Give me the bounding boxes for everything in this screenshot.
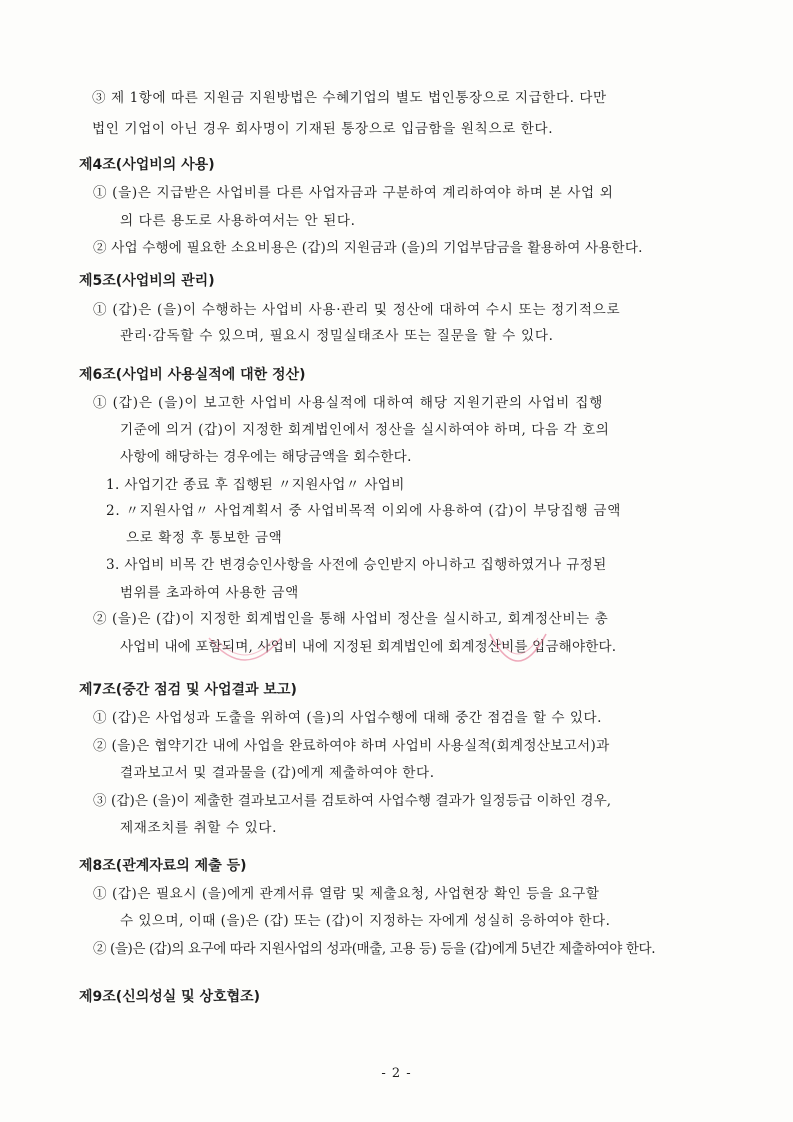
- article-6-item-3-line-2: 범위를 초과하여 사용한 금액: [120, 585, 299, 601]
- article-5-para-1-line-1: ① (갑)은 (을)이 수행하는 사업비 사용·관리 및 정산에 대하여 수시 또는 정기적으로: [93, 302, 621, 318]
- article-6-item-2-line-1: 2. 〃지원사업〃 사업계획서 중 사업비목적 이외에 사용하여 (갑)이 부당집행 금액: [106, 503, 622, 519]
- article-7-title: 제7조(중간 점검 및 사업결과 보고): [79, 682, 297, 698]
- article-4-para-2-line-1: ② 사업 수행에 필요한 소요비용은 (갑)의 지원금과 (을)의 기업부담금을 활용하여 사용한다.: [93, 240, 643, 256]
- article-6-title: 제6조(사업비 사용실적에 대한 정산): [79, 367, 306, 383]
- article-6-para-1-line-3: 사항에 해당하는 경우에는 해당금액을 회수한다.: [120, 449, 412, 465]
- page-number: - 2 -: [381, 1066, 412, 1081]
- article-6-para-2-line-2: 사업비 내에 포함되며, 사업비 내에 지정된 회계법인에 회계정산비를 입금해야한다.: [120, 639, 617, 655]
- intro-line-1: ③ 제 1항에 따른 지원금 지원방법은 수혜기업의 별도 법인통장으로 지급한다. 다만: [92, 90, 607, 106]
- article-8-para-1-line-2: 수 있으며, 이때 (을)은 (갑) 또는 (갑)이 지정하는 자에게 성실히 응하여야 한다.: [120, 913, 611, 929]
- article-5-title: 제5조(사업비의 관리): [79, 273, 215, 289]
- intro-line-2: 법인 기업이 아닌 경우 회사명이 기재된 통장으로 입금함을 원칙으로 한다.: [92, 121, 554, 137]
- article-6-item-2-line-2: 으로 확정 후 통보한 금액: [126, 530, 283, 546]
- article-6-para-2-line-1: ② (을)은 (갑)이 지정한 회계법인을 통해 사업비 정산을 실시하고, 회계정산비는 총: [93, 611, 609, 627]
- article-7-para-2-line-2: 결과보고서 및 결과물을 (갑)에게 제출하여야 한다.: [120, 765, 435, 781]
- article-8-para-2-line-1: ② (을)은 (갑)의 요구에 따라 지원사업의 성과(매출, 고용 등) 등을 (갑)에게 5년간 제출하여야 한다.: [93, 941, 656, 957]
- article-5-para-1-line-2: 관리·감독할 수 있으며, 필요시 정밀실태조사 또는 질문을 할 수 있다.: [120, 328, 554, 344]
- article-6-item-1: 1. 사업기간 종료 후 집행된 〃지원사업〃 사업비: [106, 477, 405, 493]
- article-7-para-3-line-1: ③ (갑)은 (을)이 제출한 결과보고서를 검토하여 사업수행 결과가 일정등급 이하인 경우,: [93, 793, 612, 809]
- article-4-title: 제4조(사업비의 사용): [79, 157, 215, 173]
- article-8-title: 제8조(관계자료의 제출 등): [79, 858, 247, 874]
- article-6-para-1-line-1: ① (갑)은 (을)이 보고한 사업비 사용실적에 대하여 해당 지원기관의 사업비 집행: [93, 395, 604, 411]
- article-7-para-2-line-1: ② (을)은 협약기간 내에 사업을 완료하여야 하며 사업비 사용실적(회계정산보고서)과: [93, 738, 610, 754]
- article-7-para-1-line-1: ① (갑)은 사업성과 도출을 위하여 (을)의 사업수행에 대해 중간 점검을 할 수 있다.: [93, 710, 602, 726]
- article-8-para-1-line-1: ① (갑)은 필요시 (을)에게 관계서류 열람 및 제출요청, 사업현장 확인 등을 요구할: [93, 886, 600, 902]
- article-7-para-3-line-2: 제재조치를 취할 수 있다.: [120, 820, 277, 836]
- article-4-para-1-line-2: 의 다른 용도로 사용하여서는 안 된다.: [120, 213, 356, 229]
- article-6-item-3-line-1: 3. 사업비 비목 간 변경승인사항을 사전에 승인받지 아니하고 집행하였거나 규정된: [106, 557, 607, 573]
- article-4-para-1-line-1: ① (을)은 지급받은 사업비를 다른 사업자금과 구분하여 계리하여야 하며 본 사업 외: [93, 185, 614, 201]
- article-6-para-1-line-2: 기준에 의거 (갑)이 지정한 회계법인에서 정산을 실시하여야 하며, 다음 각 호의: [120, 422, 610, 438]
- article-9-title: 제9조(신의성실 및 상호협조): [79, 989, 261, 1005]
